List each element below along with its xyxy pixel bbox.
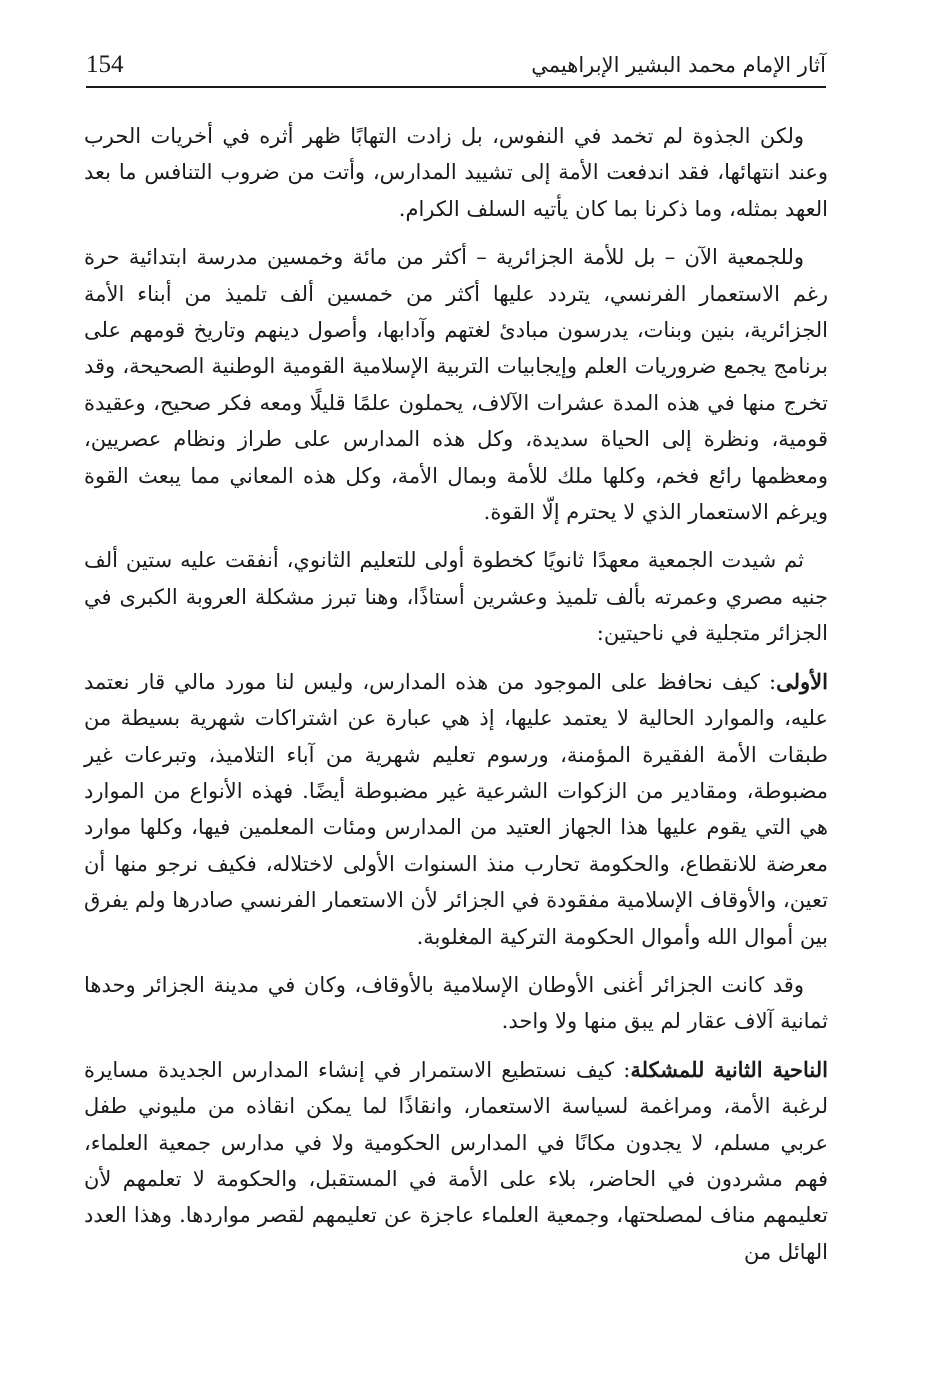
paragraph — [84, 118, 828, 227]
body-text — [84, 118, 828, 1282]
paragraph-lead: الأولى — [776, 668, 828, 694]
paragraph-text: وللجمعية الآن – بل للأمة الجزائرية – أكثر من مائة وخمسين مدرسة ابتدائية حرة رغم الاستعمار الفرنسي، يتردد عليها أكثر من خمسين ألف تلميذ من أبناء الأمة الجزائرية، بنين وبنات، يدرسون مبادئ لغتهم وآدابها، وأصول دينهم وتاريخ قومهم على برنامج يجمع ضروريات العلم وإيجابيات التربية الإسلامية القومية الوطنية الصحيحة، وقد تخرج منها في هذه المدة عشرات الآلاف، يحملون علمًا قليلًا ومعه فكر صحيح، وعقيدة قومية، ونظرة إلى الحياة سديدة، وكل هذه المدارس على طراز ونظام عصريين، ومعظمها رائع فخم، وكلها ملك للأمة وبمال الأمة، وكل هذه المعاني مما يبعث القوة ويرغم الاستعمار الذي لا يحترم إلّا القوة. — [84, 245, 828, 525]
page-number: 154 — [86, 51, 124, 78]
paragraph-text: : كيف نحافظ على الموجود من هذه المدارس، وليس لنا مورد مالي قار نعتمد عليه، والموارد الحالية لا يعتمد عليها، إذ هي عبارة عن اشتراكات شهرية بسيطة من طبقات الأمة الفقيرة المؤمنة، ورسوم تعليم شهرية من آباء التلاميذ، وتبرعات غير مضبوطة، ومقادير من الزكوات الشرعية غير مضبوطة أيضًا. فهذه الأنواع من الموارد هي التي يقوم عليها هذا الجهاز العتيد من المدارس ومئات المعلمين فيها، وكلها موارد معرضة للانقطاع، والحكومة تحارب منذ السنوات الأولى لاختلاله، فكيف نرجو منها أن تعين، والأوقاف الإسلامية مفقودة في الجزائر لأن الاستعمار الفرنسي صادرها ولم يفرق بين أموال الله وأموال الحكومة التركية المغلوبة. — [83, 669, 828, 949]
header-rule — [86, 86, 826, 88]
paragraph-text: وقد كانت الجزائر أغنى الأوطان الإسلامية بالأوقاف، وكان في مدينة الجزائر وحدها ثمانية آلاف عقار لم يبق منها ولا واحد. — [84, 972, 828, 1034]
running-head — [86, 46, 826, 80]
paragraph-text: : كيف نستطيع الاستمرار في إنشاء المدارس الجديدة مسايرة لرغبة الأمة، ومراغمة لسياسة الاستعمار، وانقاذًا لما يمكن انقاذه من مليوني طفل عربي مسلم، لا يجدون مكانًا في المدارس الحكومية ولا في مدارس جمعية العلماء، فهم مشردون في الحاضر، بلاء على الأمة في المستقبل، والحكومة لا تعلمهم لأن تعليمهم مناف لمصلحتها، وجمعية العلماء عاجزة عن تعليمهم لقصر مواردها. وهذا العدد الهائل من — [84, 1057, 828, 1264]
book-title: آثار الإمام محمد البشير الإبراهيمي — [531, 53, 826, 77]
paragraph-text: ولكن الجذوة لم تخمد في النفوس، بل زادت التهابًا ظهر أثره في أخريات الحرب وعند انتهائها، فقد اندفعت الأمة إلى تشييد المدارس، وأتت من ضروب التنافس ما بعد العهد بمثله، وما ذكرنا بما كان يأتيه السلف الكرام. — [84, 124, 828, 221]
paragraph — [84, 1052, 828, 1270]
paragraph — [84, 239, 828, 530]
paragraph-text: ثم شيدت الجمعية معهدًا ثانويًا كخطوة أولى للتعليم الثانوي، أنفقت عليه ستين ألف جنيه مصري وعمرته بألف تلميذ وعشرين أستاذًا، وهنا تبرز مشكلة العروبة الكبرى في الجزائر متجلية في ناحيتين: — [84, 548, 828, 646]
paragraph — [84, 542, 828, 651]
paragraph — [84, 664, 828, 955]
paragraph — [84, 967, 828, 1040]
paragraph-lead: الناحية الثانية للمشكلة — [630, 1056, 828, 1082]
